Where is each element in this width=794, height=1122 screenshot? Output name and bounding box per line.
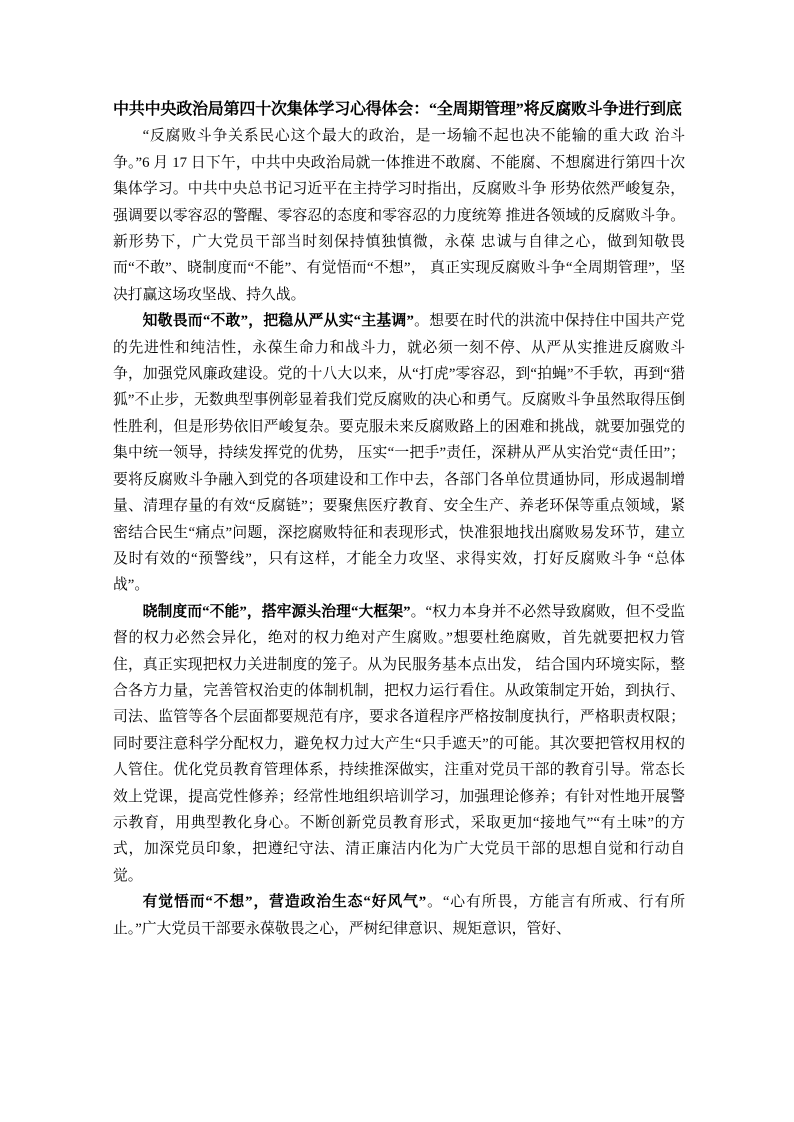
document-page — [113, 97, 685, 942]
document-body — [113, 123, 685, 942]
paragraph — [113, 889, 685, 942]
paragraph-text: “反腐败斗争关系民心这个最大的政治，是一场输不起也决不能输的重大政 治斗争。”6 月 17 日下午，中共中央政治局就一体推进不敢腐、不能腐、不想腐进行第四十次集体学习。中共中央总书记习近平在主持学习时指出，反腐败斗争 形势依然严峻复杂，强调要以零容忍的警醒、零容忍的态度和零容忍的力度统筹 推进各领域的反腐败斗争。新形势下，广大党员干部当时刻保持慎独慎微，永葆 忠诚与自律之心，做到知敬畏而“不敢”、晓制度而“不能”、有觉悟而“不想”， 真正实现反腐败斗争“全周期管理”，坚决打赢这场攻坚战、持久战。 — [113, 128, 685, 303]
paragraph-lead-bold: 有觉悟而“不想”，营造政治生态“好风气” — [142, 894, 427, 911]
paragraph — [113, 308, 685, 598]
paragraph — [113, 123, 685, 308]
paragraph-text: 。想要在时代的洪流中保持住中国共产党的先进性和纯洁性，永葆生命力和战斗力，就必须一刻不停、从严从实推进反腐败斗争，加强党风廉政建设。党的十八大以来，从“打虎”零容忍，到“拍蝇”不手软，再到“猎狐”不止步，无数典型事例彰显着我们党反腐败的决心和勇气。反腐败斗争虽然取得压倒性胜利，但是形势依旧严峻复杂。要克服未来反腐败路上的困难和挑战，就要加强党的集中统一领导，持续发挥党的优势， 压实“一把手”责任，深耕从严从实治党“责任田”；要将反腐败斗争融入到党的各项建设和工作中去，各部门各单位贯通协同，形成遏制增量、清理存量的有效“反腐链”；要聚焦医疗教育、安全生产、养老环保等重点领域，紧密结合民生“痛点”问题，深挖腐败特征和表现形式，快准狠地找出腐败易发环节，建立及时有效的“预警线”，只有这样，才能全力攻坚、求得实效，打好反腐败斗争 “总体战”。 — [113, 313, 685, 594]
paragraph-text: 。“权力本身并不必然导致腐败，但不受监督的权力必然会异化，绝对的权力绝对产生腐败。”想要杜绝腐败，首先就要把权力管住，真正实现把权力关进制度的笼子。从为民服务基本点出发， 结合国内环境实际，整合各方力量，完善管权治吏的体制机制，把权力运行看住。从政策制定开始，到执行、司法、监管等各个层面都要规范有序，要求各道程序严格按制度执行，严格职责权限；同时要注意科学分配权力，避免权力过大产生“只手遮天”的可能。其次要把管权用权的人管住。优化党员教育管理体系，持续推深做实，注重对党员干部的教育引导。常态长效上党课，提高党性修养；经常性地组织培训学习，加强理论修养；有针对性地开展警示教育，用典型教化身心。不断创新党员教育形式，采取更加“接地气”“有土味”的方式，加深党员印象，把遵纪守法、清正廉洁内化为广大党员干部的思想自觉和行动自觉。 — [113, 603, 685, 884]
paragraph-lead-bold: 晓制度而“不能”，搭牢源头治理“大框架” — [142, 603, 411, 620]
paragraph-lead-bold: 知敬畏而“不敢”，把稳从严从实“主基调” — [142, 313, 414, 330]
paragraph-text: 。“心有所畏，方能言有所戒、行有所止。”广大党员干部要永葆敬畏之心，严树纪律意识、规矩意识，管好、 — [113, 894, 685, 937]
paragraph — [113, 599, 685, 889]
document-title: 中共中央政治局第四十次集体学习心得体会：“全周期管理”将反腐败斗争进行到底 — [113, 101, 682, 118]
